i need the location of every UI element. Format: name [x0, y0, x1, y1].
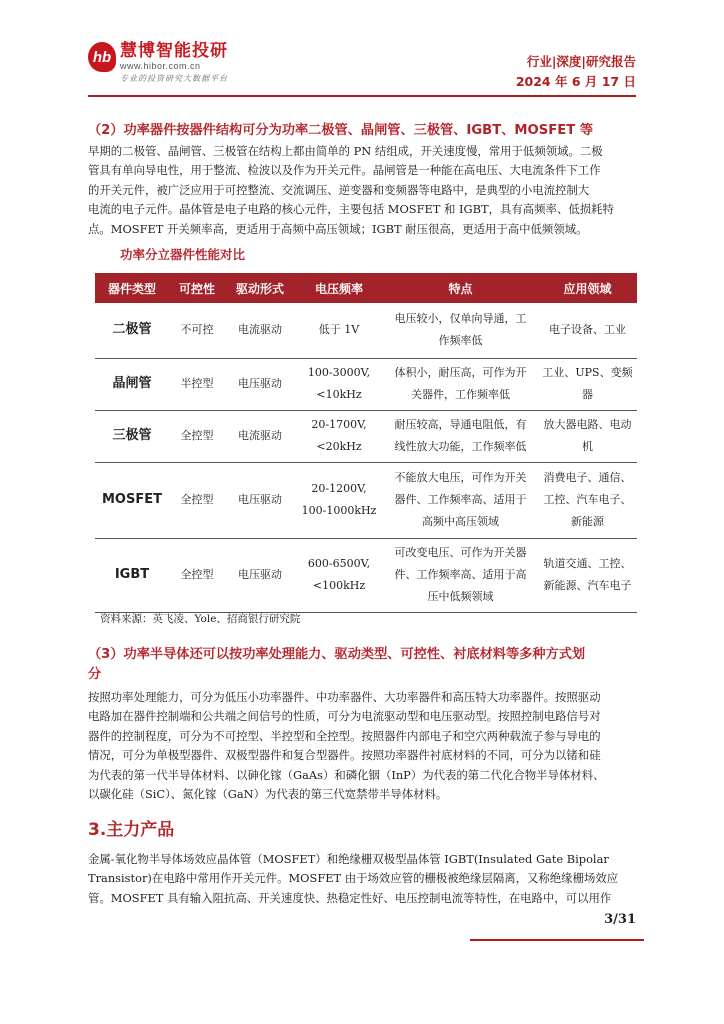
feature-line: 可改变电压、可作为开关器: [394, 546, 527, 559]
voltage-line: <100kHz: [312, 579, 366, 592]
feature-line: 线性放大功能，工作频率低: [394, 440, 527, 453]
apps-cell: [538, 358, 637, 410]
voltage-line: 20-1200V,: [311, 482, 367, 495]
section-2-paragraph: [88, 142, 636, 239]
section-heading-2: （2）功率器件按器件结构可分为功率二极管、晶闸管、三极管、IGBT、MOSFET 等: [88, 123, 594, 138]
app-line: 工控、汽车电子、: [543, 493, 632, 506]
text-line: 点。MOSFET 开关频率高，更适用于高频中高压领域；IGBT 耐压很高，更适用于高中低频领域。: [88, 221, 588, 236]
feature-line: 关器件，工作频率低: [411, 388, 510, 401]
text-line: 电路加在器件控制端和公共端之间信号的性质，可分为电流驱动型和电压驱动型。按照控制电路信号对: [88, 709, 601, 724]
feature-line: 作频率低: [438, 334, 483, 348]
features-cell: [383, 358, 538, 410]
text-line: 器件的控制程度，可分为不可控型、半控型和全控型。按照器件内部电子和空穴两种载流子参与导电的: [88, 728, 601, 743]
voltage-line: 低于 1V: [318, 323, 360, 337]
table-row: [95, 410, 637, 462]
chapter-heading: 3.主力产品: [88, 820, 175, 840]
feature-line: 体积小，耐压高，可作为开: [394, 366, 527, 379]
footer-divider: [470, 939, 644, 941]
table-row: [95, 538, 637, 612]
device-comparison-table: [95, 273, 637, 613]
app-line: 机: [582, 440, 593, 453]
report-category: 行业|深度|研究报告: [526, 54, 636, 69]
voltage-cell: [295, 410, 383, 462]
feature-line: 压中低频领域: [427, 590, 494, 603]
apps-cell: [538, 462, 637, 538]
text-line: 管。MOSFET 具有输入阻抗高、开关速度快、热稳定性好、电压控制电流等特性，在电路中，可以用作: [88, 890, 612, 905]
drive-cell: 电流驱动: [225, 410, 295, 462]
text-line: 管具有单向导电性，用于整流、检波以及作为开关元件。晶闸管是一种能在高电压、大电流条件下工作: [88, 163, 601, 178]
app-line: 工业、UPS、变频: [542, 366, 633, 379]
app-line: 轨道交通、工控、: [543, 557, 632, 570]
report-date: 2024 年 6 月 17 日: [515, 74, 636, 89]
device-type-cell: 三极管: [95, 410, 169, 462]
text-line: 早期的二极管、晶闸管、三极管在结构上都由简单的 PN 结组成，开关速度慢，常用于低频领域。二极: [88, 144, 603, 158]
section-heading-3: [88, 645, 636, 685]
voltage-cell: [295, 303, 383, 358]
control-cell: 全控型: [169, 538, 225, 612]
brand-slogan: 专业的投资研究大数据平台: [120, 74, 228, 83]
apps-cell: [538, 410, 637, 462]
page-number: 3/31: [604, 912, 636, 927]
column-header: 器件类型: [95, 273, 169, 303]
features-cell: [383, 303, 538, 358]
drive-cell: 电压驱动: [225, 358, 295, 410]
features-cell: [383, 410, 538, 462]
apps-cell: [538, 538, 637, 612]
heading-line: 分: [88, 667, 102, 682]
app-line: 新能源: [571, 515, 604, 528]
report-meta: [516, 52, 636, 92]
device-type-cell: 晶闸管: [95, 358, 169, 410]
table-title: 功率分立器件性能对比: [120, 247, 246, 262]
app-line: 放大器电路、电动: [543, 418, 632, 431]
table-row: [95, 462, 637, 538]
brand-name: 慧博智能投研: [120, 41, 228, 61]
voltage-line: 100-1000kHz: [301, 504, 377, 517]
text-line: 以碳化硅（SiC）、氮化镓（GaN）为代表的第三代宽禁带半导体材料。: [88, 787, 448, 802]
device-type-cell: 二极管: [95, 303, 169, 358]
text-line: Transistor)在电路中常用作开关元件。MOSFET 由于场效应管的栅极被绝缘层隔离，又称绝缘栅场效应: [88, 871, 619, 886]
main-products-paragraph: [88, 850, 636, 908]
features-cell: [383, 538, 538, 612]
text-line: 金属-氧化物半导体场效应晶体管（MOSFET）和绝缘栅双极型晶体管 IGBT(Insulated Gate Bipolar: [88, 852, 609, 866]
header-divider: [88, 95, 636, 97]
feature-line: 电压较小，仅单向导通，工: [394, 312, 527, 326]
voltage-cell: [295, 538, 383, 612]
control-cell: 半控型: [169, 358, 225, 410]
table-source: 资料来源：英飞凌、Yole、招商银行研究院: [100, 613, 301, 625]
text-line: 为代表的第一代半导体材料、以砷化镓（GaAs）和磷化铟（InP）为代表的第二代化合物半导体材料、: [88, 767, 605, 782]
app-line: 消费电子、通信、: [543, 471, 632, 484]
table-header-row: [95, 273, 637, 303]
control-cell: 全控型: [169, 462, 225, 538]
heading-line: （3）功率半导体还可以按功率处理能力、驱动类型、可控性、衬底材料等多种方式划: [88, 647, 586, 662]
control-cell: 不可控: [169, 303, 225, 358]
text-line: 的开关元件，被广泛应用于可控整流、交流调压、逆变器和变频器等电路中，是典型的小电流控制大: [88, 182, 590, 197]
feature-line: 耐压较高，导通电阻低，有: [394, 418, 527, 431]
voltage-line: 600-6500V,: [307, 557, 371, 570]
drive-cell: 电压驱动: [225, 462, 295, 538]
apps-cell: [538, 303, 637, 358]
logo-mark-icon: hb: [88, 42, 116, 72]
text-line: 电流的电子元件。晶体管是电子电路的核心元件，主要包括 MOSFET 和 IGBT，具有高频率、低损耗特: [88, 202, 614, 217]
section-3-paragraph: [88, 688, 636, 804]
table-row: [95, 358, 637, 410]
feature-line: 器件、工作频率高、适用于: [394, 493, 527, 506]
device-type-cell: IGBT: [95, 538, 169, 612]
column-header: 驱动形式: [225, 273, 295, 303]
column-header: 应用领域: [538, 273, 637, 303]
voltage-cell: [295, 462, 383, 538]
table-row: [95, 303, 637, 358]
voltage-line: <20kHz: [316, 440, 362, 453]
brand-url: www.hibor.com.cn: [120, 61, 201, 71]
drive-cell: 电压驱动: [225, 538, 295, 612]
feature-line: 高频中高压领域: [422, 515, 499, 528]
feature-line: 件、工作频率高、适用于高: [394, 568, 527, 581]
app-line: 器: [582, 388, 593, 401]
column-header: 可控性: [169, 273, 225, 303]
voltage-line: 100-3000V,: [307, 366, 371, 379]
text-line: 情况，可分为单极型器件、双极型器件和复合型器件。按照功率器件衬底材料的不同，可分为以锗和硅: [88, 748, 601, 763]
text-line: 按照功率处理能力，可分为低压小功率器件、中功率器件、大功率器件和高压特大功率器件。按照驱动: [88, 690, 601, 704]
app-line: 电子设备、工业: [549, 323, 626, 337]
column-header: 特点: [383, 273, 538, 303]
column-header: 电压频率: [295, 273, 383, 303]
feature-line: 不能放大电压，可作为开关: [394, 471, 527, 484]
voltage-cell: [295, 358, 383, 410]
control-cell: 全控型: [169, 410, 225, 462]
drive-cell: 电流驱动: [225, 303, 295, 358]
app-line: 新能源、汽车电子: [543, 579, 632, 592]
device-type-cell: MOSFET: [95, 462, 169, 538]
voltage-line: 20-1700V,: [311, 418, 367, 431]
features-cell: [383, 462, 538, 538]
voltage-line: <10kHz: [316, 388, 362, 401]
brand-logo: [88, 42, 228, 84]
